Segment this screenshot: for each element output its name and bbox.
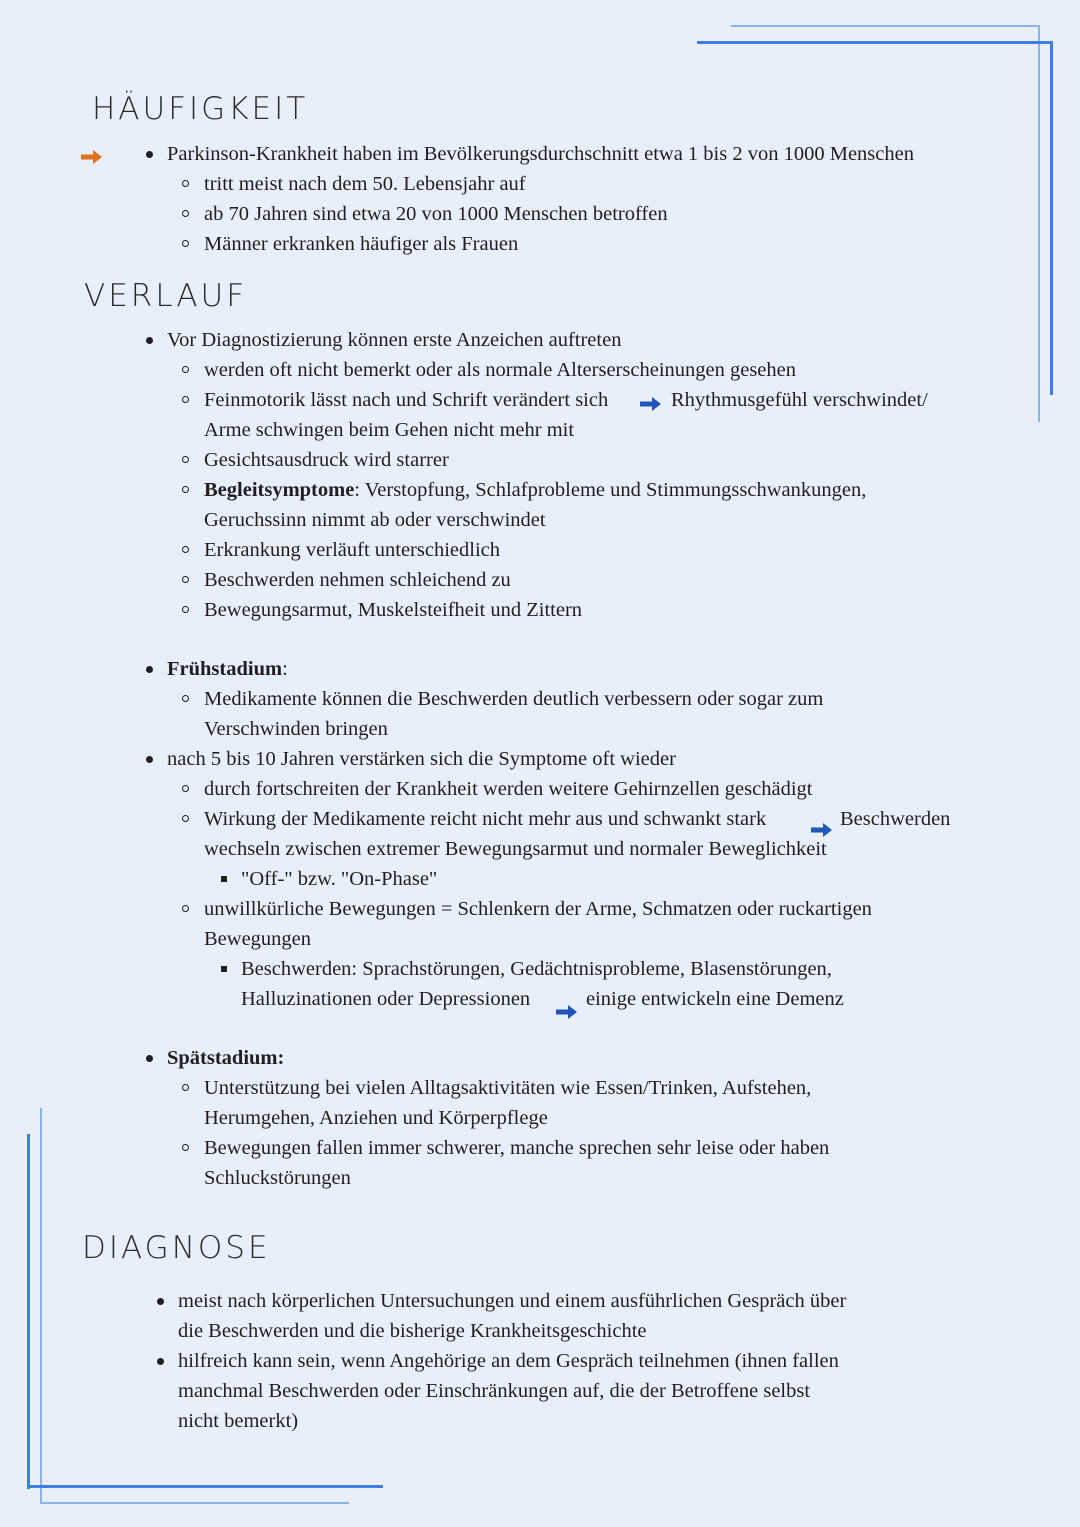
verlauf-subitem-continuation: Beschwerden <box>840 808 951 830</box>
verlauf-item: nach 5 bis 10 Jahren verstärken sich die Symptome oft wieder <box>167 748 676 770</box>
spaetstadium-item: Spätstadium: <box>167 1047 285 1069</box>
diagnose-item: hilfreich kann sein, wenn Angehörige an dem Gespräch teilnehmen (ihnen fallen <box>178 1350 839 1372</box>
fruehstadium-subitem: Medikamente können die Beschwerden deutlich verbessern oder sogar zum <box>204 688 824 710</box>
frame-line-bottom-left-outer <box>40 1502 349 1504</box>
frame-line-top-right-outer <box>731 25 1040 27</box>
diagnose-item-continuation: die Beschwerden und die bisherige Krankheitsgeschichte <box>178 1320 647 1342</box>
verlauf-subitem-continuation: wechseln zwischen extremer Bewegungsarmut und normaler Beweglichkeit <box>204 838 827 860</box>
diagnose-item: meist nach körperlichen Untersuchungen und einem ausführlichen Gespräch über <box>178 1290 847 1312</box>
arrow-right-icon <box>639 396 663 412</box>
frame-line-left <box>27 1134 30 1489</box>
begleitsymptome-text: : Verstopfung, Schlafprobleme und Stimmungsschwankungen, <box>354 479 867 501</box>
verlauf-subitem: Erkrankung verläuft unterschiedlich <box>204 539 500 561</box>
verlauf-subitem-continuation: Geruchssinn nimmt ab oder verschwindet <box>204 509 546 531</box>
verlauf-subitem-continuation: Rhythmusgefühl verschwindet/ <box>671 389 928 411</box>
frame-line-right-outer <box>1038 25 1040 422</box>
fruehstadium-label: Frühstadium <box>167 658 283 680</box>
fruehstadium-item <box>167 659 288 680</box>
haeufigkeit-subitem: tritt meist nach dem 50. Lebensjahr auf <box>204 173 526 195</box>
verlauf-subitem: Gesichtsausdruck wird starrer <box>204 449 449 471</box>
verlauf-subitem: durch fortschreiten der Krankheit werden weitere Gehirnzellen geschädigt <box>204 778 813 800</box>
frame-line-left-outer <box>40 1108 42 1504</box>
haeufigkeit-item: Parkinson-Krankheit haben im Bevölkerungsdurchschnitt etwa 1 bis 2 von 1000 Menschen <box>167 143 914 165</box>
verlauf-subitem-continuation: Bewegungen <box>204 928 312 950</box>
verlauf-subitem: werden oft nicht bemerkt oder als normale Alterserscheinungen gesehen <box>204 359 797 381</box>
verlauf-subitem: unwillkürliche Bewegungen = Schlenkern der Arme, Schmatzen oder ruckartigen <box>204 898 872 920</box>
verlauf-item: Vor Diagnostizierung können erste Anzeichen auftreten <box>167 329 622 351</box>
frame-line-top-right <box>697 41 1053 44</box>
verlauf-subitem-begleitsymptome <box>204 480 866 501</box>
verlauf-subitem-continuation: Arme schwingen beim Gehen nicht mehr mit <box>204 419 575 441</box>
verlauf-subsubitem: "Off-" bzw. "On-Phase" <box>241 868 438 890</box>
verlauf-subitem: Wirkung der Medikamente reicht nicht mehr aus und schwankt stark <box>204 808 767 830</box>
haeufigkeit-subitem: ab 70 Jahren sind etwa 20 von 1000 Menschen betroffen <box>204 203 668 225</box>
verlauf-subsubitem-continuation: einige entwickeln eine Demenz <box>586 988 844 1010</box>
heading-haeufigkeit: HÄUFIGKEIT <box>92 91 309 127</box>
spaetstadium-subitem: Bewegungen fallen immer schwerer, manche sprechen sehr leise oder haben <box>204 1137 830 1159</box>
arrow-right-icon <box>555 1004 579 1020</box>
verlauf-subitem: Feinmotorik lässt nach und Schrift verändert sich <box>204 389 609 411</box>
verlauf-subitem: Beschwerden nehmen schleichend zu <box>204 569 511 591</box>
fruehstadium-colon: : <box>282 658 288 680</box>
arrow-right-icon <box>810 822 834 838</box>
spaetstadium-subitem-continuation: Herumgehen, Anziehen und Körperpflege <box>204 1107 548 1129</box>
diagnose-item-continuation: nicht bemerkt) <box>178 1410 299 1432</box>
spaetstadium-subitem-continuation: Schluckstörungen <box>204 1167 351 1189</box>
diagnose-item-continuation: manchmal Beschwerden oder Einschränkungen auf, die der Betroffene selbst <box>178 1380 811 1402</box>
arrow-right-icon <box>80 149 104 165</box>
frame-line-right <box>1050 41 1053 395</box>
verlauf-subitem: Bewegungsarmut, Muskelsteifheit und Zittern <box>204 599 583 621</box>
frame-line-bottom-left <box>27 1485 383 1488</box>
heading-diagnose: DIAGNOSE <box>82 1230 271 1266</box>
spaetstadium-subitem: Unterstützung bei vielen Alltagsaktivitäten wie Essen/Trinken, Aufstehen, <box>204 1077 812 1099</box>
verlauf-subsubitem: Beschwerden: Sprachstörungen, Gedächtnisprobleme, Blasenstörungen, <box>241 958 832 980</box>
haeufigkeit-subitem: Männer erkranken häufiger als Frauen <box>204 233 519 255</box>
begleitsymptome-label: Begleitsymptome <box>204 479 355 501</box>
heading-verlauf: VERLAUF <box>84 278 248 314</box>
verlauf-subsubitem-continuation: Halluzinationen oder Depressionen <box>241 988 531 1010</box>
fruehstadium-subitem-continuation: Verschwinden bringen <box>204 718 388 740</box>
